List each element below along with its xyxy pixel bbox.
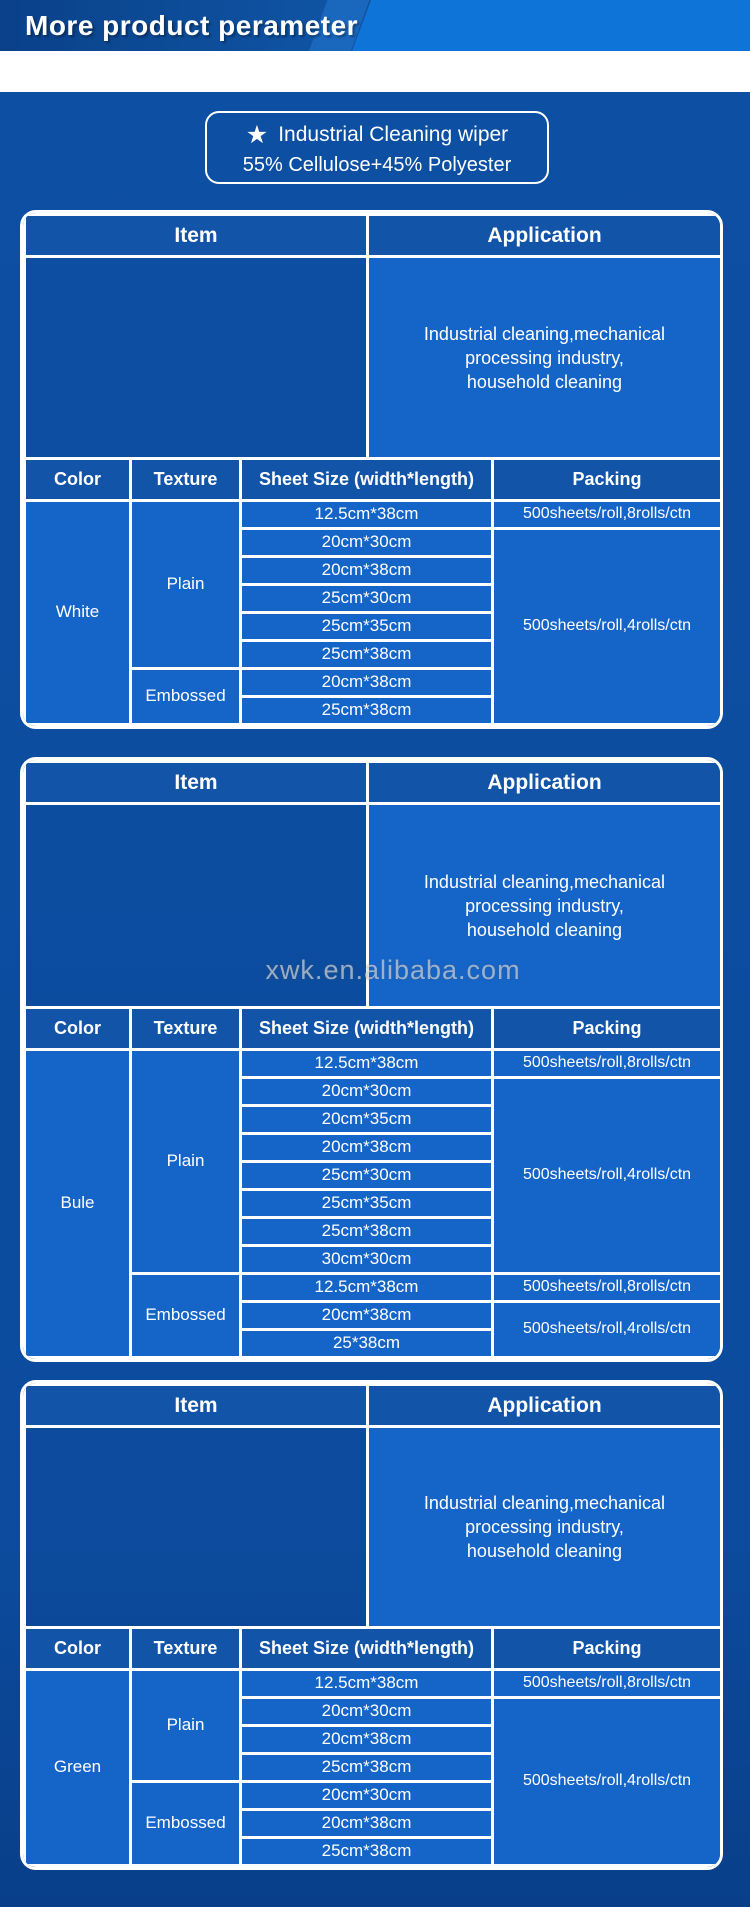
sheet-size-value: 12.5cm*38cm [241,1669,493,1697]
packing-value: 500sheets/roll,4rolls/ctn [493,1697,722,1865]
item-application-table [23,1383,723,1629]
application-line: household cleaning [466,371,623,392]
application-header: Application [368,215,722,257]
packing-value: 500sheets/roll,8rolls/ctn [493,500,722,528]
product-block-green [20,1380,723,1870]
sheet-size-header: Sheet Size (width*length) [241,1629,493,1669]
sheet-size-value: 25cm*38cm [241,640,493,668]
sheet-size-value: 30cm*30cm [241,1245,493,1273]
sheet-size-value: 20cm*38cm [241,1133,493,1161]
sheet-size-value: 20cm*30cm [241,1697,493,1725]
texture-value: Plain [131,1669,241,1781]
texture-value: Embossed [131,1781,241,1865]
sheet-size-value: 25cm*38cm [241,1837,493,1865]
table-row [25,1669,722,1697]
sheet-size-value: 20cm*38cm [241,668,493,696]
packing-value: 500sheets/roll,4rolls/ctn [493,1077,722,1273]
texture-value: Plain [131,500,241,668]
product-block-blue [20,757,723,1362]
sheet-size-value: 20cm*30cm [241,528,493,556]
color-header: Color [25,460,131,500]
sheet-size-value: 12.5cm*38cm [241,1273,493,1301]
application-cell [368,1427,722,1628]
sheet-size-value: 20cm*38cm [241,1301,493,1329]
sheet-size-value: 20cm*30cm [241,1077,493,1105]
texture-header: Texture [131,460,241,500]
texture-header: Texture [131,1009,241,1049]
packing-value: 500sheets/roll,4rolls/ctn [493,1301,722,1357]
sheet-size-value: 20cm*38cm [241,1809,493,1837]
packing-header: Packing [493,460,722,500]
texture-value: Plain [131,1049,241,1273]
application-line: household cleaning [466,919,623,940]
banner-bright-section [352,0,750,51]
packing-value: 500sheets/roll,4rolls/ctn [493,528,722,724]
application-line: processing industry, [465,1517,624,1537]
color-value: Green [25,1669,131,1865]
color-header: Color [25,1629,131,1669]
sheet-size-value: 25cm*35cm [241,1189,493,1217]
application-header: Application [368,1385,722,1427]
texture-value: Embossed [131,668,241,724]
page-title: More product perameter [25,10,359,41]
spec-table-white [23,460,723,726]
packing-header: Packing [493,1629,722,1669]
table-row [25,500,722,528]
sheet-size-value: 12.5cm*38cm [241,500,493,528]
item-header: Item [25,1385,368,1427]
sheet-size-value: 20cm*35cm [241,1105,493,1133]
application-line: household cleaning [466,1541,623,1561]
spec-table-green [23,1629,723,1867]
sheet-size-value: 25cm*38cm [241,1217,493,1245]
packing-header: Packing [493,1009,722,1049]
table-row [25,1049,722,1077]
sheet-size-value: 25cm*35cm [241,612,493,640]
sheet-size-value: 25cm*38cm [241,1753,493,1781]
application-line: Industrial cleaning,mechanical [423,323,666,344]
application-line: Industrial cleaning,mechanical [423,1493,666,1513]
product-block-white [20,210,723,729]
sheet-size-header: Sheet Size (width*length) [241,1009,493,1049]
application-header: Application [368,762,722,804]
content-background [0,92,750,1907]
item-application-table [23,213,723,460]
packing-value: 500sheets/roll,8rolls/ctn [493,1049,722,1077]
badge-title-line [207,120,547,150]
sheet-size-value: 25cm*30cm [241,1161,493,1189]
color-value: White [25,500,131,724]
product-photo-white [25,257,368,459]
texture-header: Texture [131,1629,241,1669]
sheet-size-value: 12.5cm*38cm [241,1049,493,1077]
application-line: Industrial cleaning,mechanical [423,871,666,892]
color-value: Bule [25,1049,131,1357]
product-badge [205,111,549,184]
item-header: Item [25,762,368,804]
top-banner [0,0,750,51]
application-cell [368,257,722,459]
packing-value: 500sheets/roll,8rolls/ctn [493,1669,722,1697]
application-line: processing industry, [465,895,624,916]
badge-title: Industrial Cleaning wiper [278,123,509,146]
sheet-size-header: Sheet Size (width*length) [241,460,493,500]
application-line: processing industry, [465,347,624,368]
packing-value: 500sheets/roll,8rolls/ctn [493,1273,722,1301]
sheet-size-value: 25*38cm [241,1329,493,1357]
badge-subtitle: 55% Cellulose+45% Polyester [242,154,512,176]
spec-table-blue [23,1009,723,1359]
sheet-size-value: 20cm*30cm [241,1781,493,1809]
star-icon: ★ [245,121,269,149]
product-photo-green [25,1427,368,1628]
item-header: Item [25,215,368,257]
texture-value: Embossed [131,1273,241,1357]
sheet-size-value: 20cm*38cm [241,556,493,584]
sheet-size-value: 25cm*38cm [241,696,493,724]
sheet-size-value: 25cm*30cm [241,584,493,612]
sheet-size-value: 20cm*38cm [241,1725,493,1753]
color-header: Color [25,1009,131,1049]
watermark-text: xwk.en.alibaba.com [265,955,521,985]
